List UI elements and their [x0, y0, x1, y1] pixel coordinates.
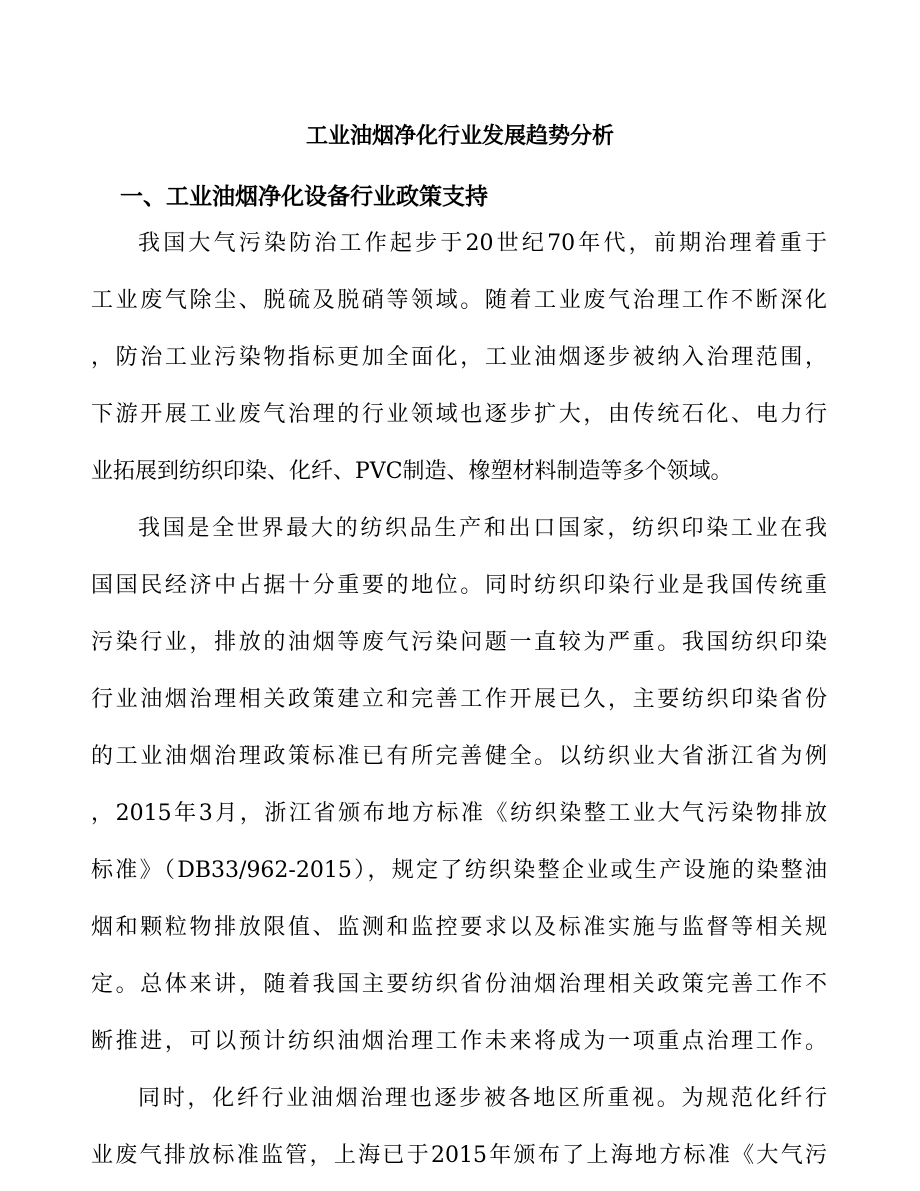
paragraph-2-line-9: 定。总体来讲，随着我国主要纺织省份油烟治理相关政策完善工作不	[91, 972, 827, 997]
paragraph-2-line-10: 断推进，可以预计纺织油烟治理工作未来将成为一项重点治理工作。	[91, 1029, 827, 1054]
section-heading: 一、工业油烟净化设备行业政策支持	[120, 183, 488, 210]
paragraph-2-line-4: 行业油烟治理相关政策建立和完善工作开展已久，主要纺织印染省份	[91, 687, 827, 712]
paragraph-1-line-2: 工业废气除尘、脱硫及脱硝等领域。随着工业废气治理工作不断深化	[91, 288, 827, 313]
paragraph-1-line-4: 下游开展工业废气治理的行业领域也逐步扩大，由传统石化、电力行	[91, 402, 827, 427]
paragraph-2-line-5: 的工业油烟治理政策标准已有所完善健全。以纺织业大省浙江省为例	[91, 744, 827, 769]
paragraph-2-line-6: ，2015年3月，浙江省颁布地方标准《纺织染整工业大气污染物排放	[91, 801, 827, 826]
paragraph-3-line-1: 同时，化纤行业油烟治理也逐步被各地区所重视。为规范化纤行	[138, 1086, 827, 1111]
paragraph-2-line-2: 国国民经济中占据十分重要的地位。同时纺织印染行业是我国传统重	[91, 573, 827, 598]
paragraph-1-line-5: 业拓展到纺织印染、化纤、PVC制造、橡塑材料制造等多个领域。	[91, 459, 733, 484]
paragraph-2-line-3: 污染行业，排放的油烟等废气污染问题一直较为严重。我国纺织印染	[91, 630, 827, 655]
paragraph-1-line-3: ，防治工业污染物指标更加全面化，工业油烟逐步被纳入治理范围，	[91, 345, 827, 370]
paragraph-3-line-2: 业废气排放标准监管，上海已于2015年颁布了上海地方标准《大气污	[91, 1143, 827, 1168]
paragraph-2-line-7: 标准》（DB33/962-2015），规定了纺织染整企业或生产设施的染整油	[91, 858, 827, 883]
paragraph-2-line-8: 烟和颗粒物排放限值、监测和监控要求以及标准实施与监督等相关规	[91, 915, 827, 940]
paragraph-1-line-1: 我国大气污染防治工作起步于20世纪70年代，前期治理着重于	[138, 231, 827, 256]
paragraph-2-line-1: 我国是全世界最大的纺织品生产和出口国家，纺织印染工业在我	[138, 516, 827, 541]
document-title: 工业油烟净化行业发展趋势分析	[305, 123, 614, 149]
